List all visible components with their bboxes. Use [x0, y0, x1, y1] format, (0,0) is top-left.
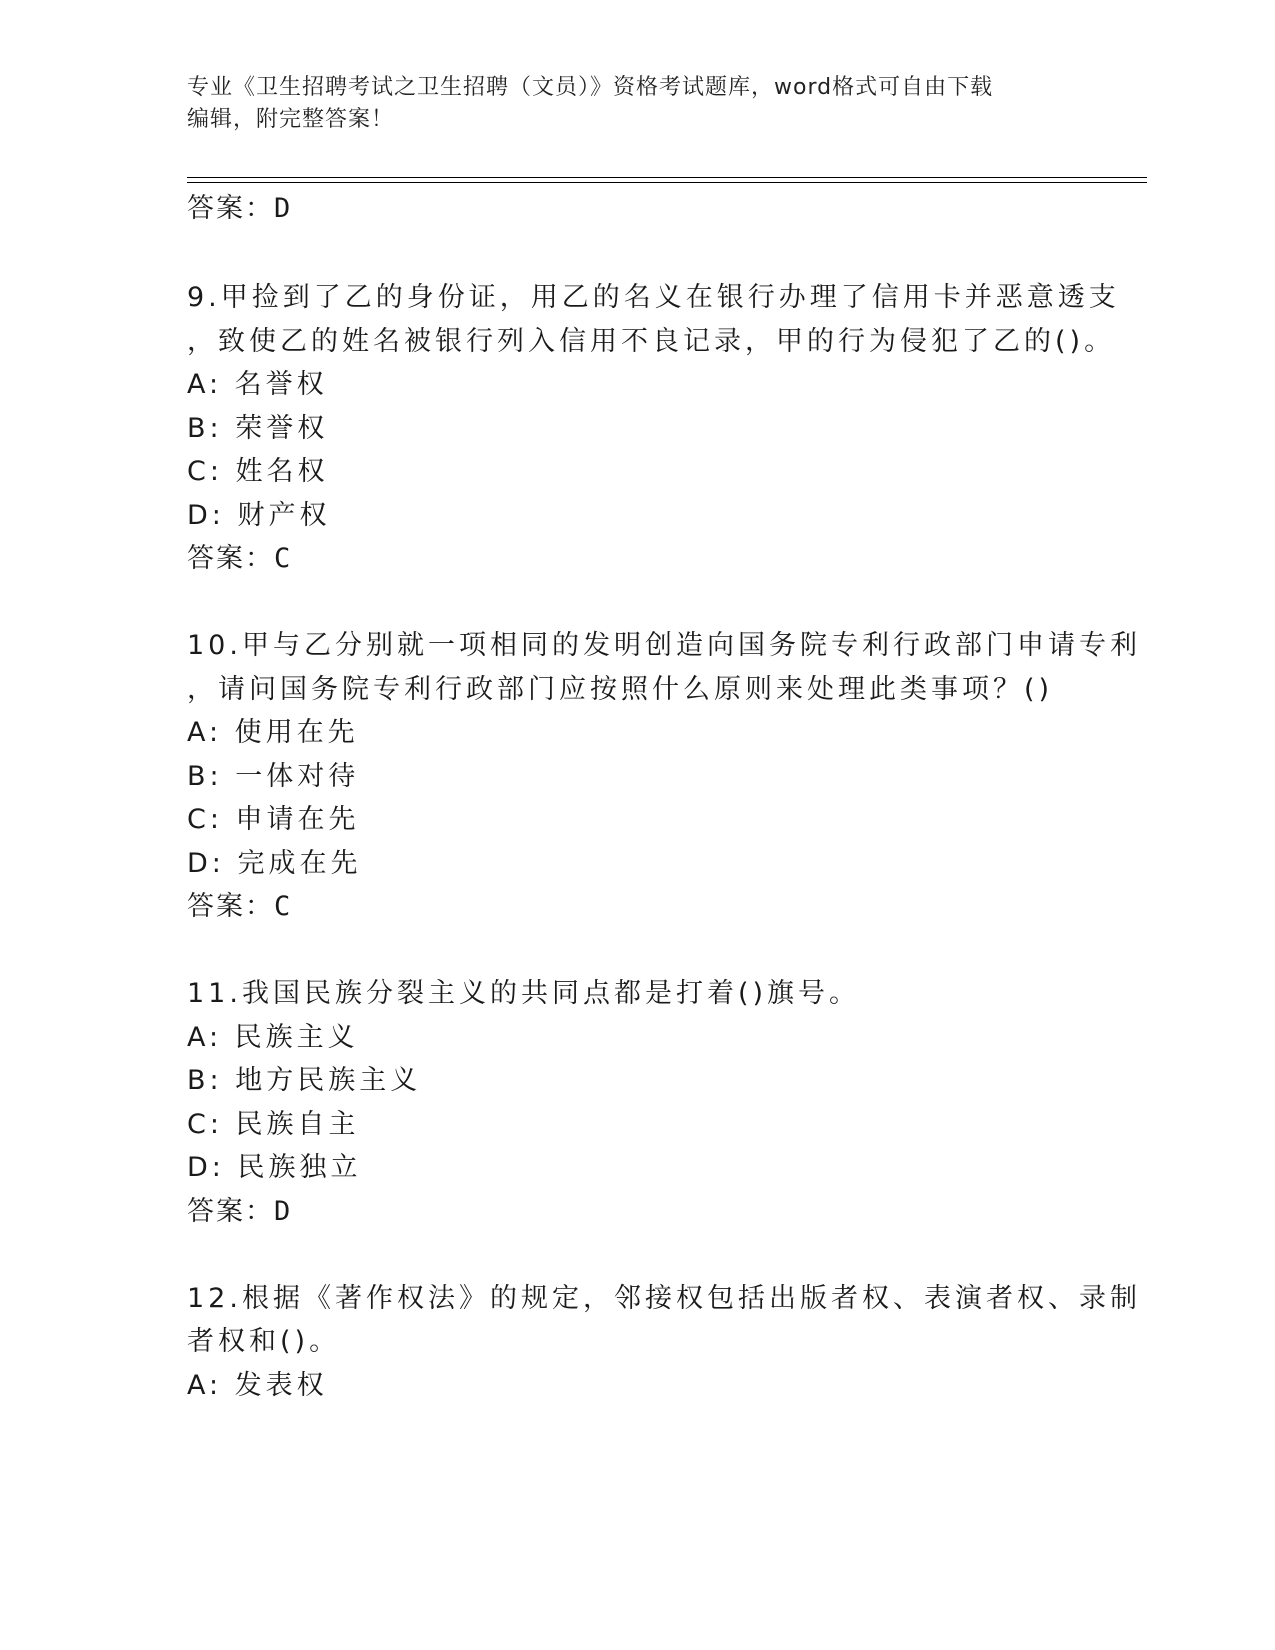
- question-9-option-b: B: 荣誉权: [187, 413, 329, 444]
- question-10-stem-line-1: 10.甲与乙分别就一项相同的发明创造向国务院专利行政部门申请专利: [187, 630, 1141, 661]
- question-11-option-c: C: 民族自主: [187, 1109, 360, 1140]
- question-11-option-d: D: 民族独立: [187, 1152, 362, 1183]
- question-9-stem-line-1: 9.甲捡到了乙的身份证，用乙的名义在银行办理了信用卡并恶意透支: [187, 282, 1120, 313]
- header-line-2: 编辑，附完整答案！: [187, 107, 395, 132]
- question-11-answer: 答案：D: [187, 1196, 293, 1227]
- question-11-stem-line-1: 11.我国民族分裂主义的共同点都是打着()旗号。: [187, 978, 861, 1009]
- question-9-option-a: A: 名誉权: [187, 369, 328, 400]
- header-rule-bottom: [187, 182, 1147, 183]
- question-10-option-d: D: 完成在先: [187, 848, 362, 879]
- question-10-answer: 答案：C: [187, 891, 293, 922]
- question-11-option-a: A: 民族主义: [187, 1022, 359, 1053]
- header-line-1: 专业《卫生招聘考试之卫生招聘（文员）》资格考试题库，word格式可自由下载: [187, 75, 994, 100]
- question-10-stem-line-2: ，请问国务院专利行政部门应按照什么原则来处理此类事项？(): [187, 674, 1054, 705]
- question-9-option-d: D: 财产权: [187, 500, 331, 531]
- question-11-option-b: B: 地方民族主义: [187, 1065, 422, 1096]
- previous-answer: 答案：D: [187, 193, 293, 224]
- question-12-option-a: A: 发表权: [187, 1370, 328, 1401]
- document-header: [187, 72, 1067, 136]
- question-9-option-c: C: 姓名权: [187, 456, 329, 487]
- question-9-stem-line-2: ，致使乙的姓名被银行列入信用不良记录，甲的行为侵犯了乙的()。: [187, 326, 1116, 357]
- question-10-option-c: C: 申请在先: [187, 804, 360, 835]
- question-10-option-b: B: 一体对待: [187, 761, 360, 792]
- question-9-answer: 答案：C: [187, 543, 293, 574]
- question-12-stem-line-2: 者权和()。: [187, 1326, 341, 1357]
- question-10-option-a: A: 使用在先: [187, 717, 359, 748]
- header-rule-top: [187, 177, 1147, 178]
- question-12-stem-line-1: 12.根据《著作权法》的规定，邻接权包括出版者权、表演者权、录制: [187, 1283, 1141, 1314]
